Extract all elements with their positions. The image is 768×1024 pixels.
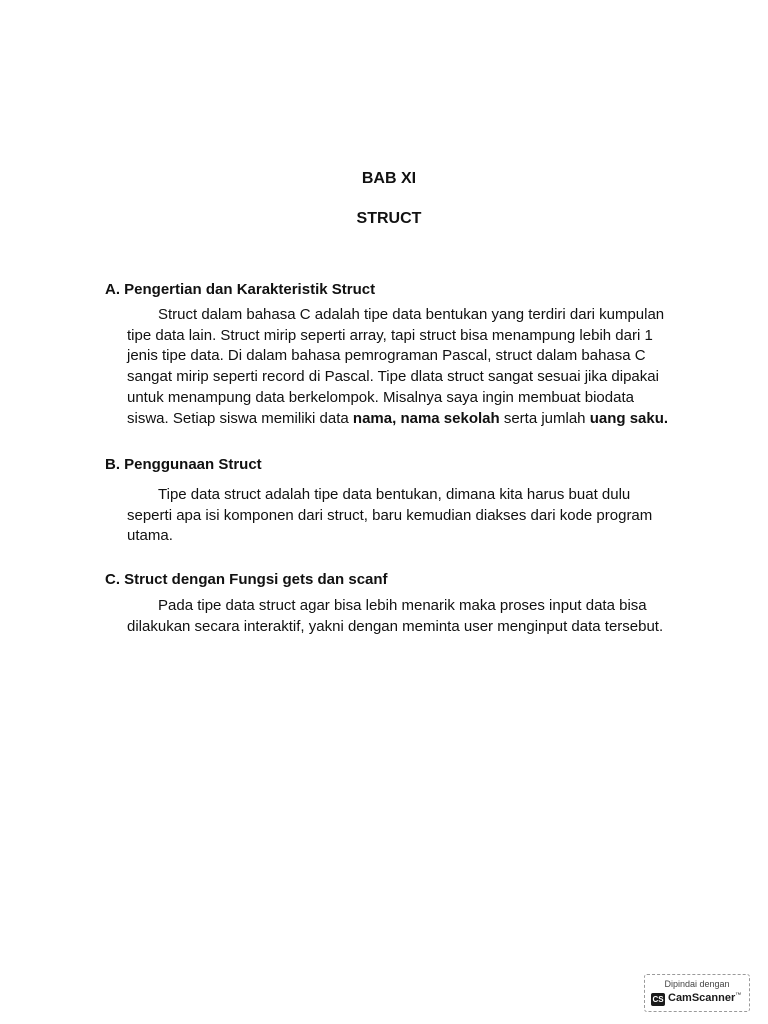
section-c-paragraph xyxy=(127,596,699,637)
camscanner-logo-icon: CS xyxy=(652,995,664,1004)
watermark-brand xyxy=(668,992,741,1004)
paragraph-line: untuk menampung data berkelompok. Misalnya saya ingin membuat biodata xyxy=(127,388,634,406)
paragraph-line: seperti apa isi komponen dari struct, baru kemudian diakses dari kode program xyxy=(127,506,653,524)
chapter-number: BAB XI xyxy=(361,170,417,187)
section-b-paragraph xyxy=(127,485,699,547)
section-heading-c: C. Struct dengan Fungsi gets dan scanf xyxy=(105,571,388,588)
chapter-title: STRUCT xyxy=(356,210,422,227)
section-heading-a: A. Pengertian dan Karakteristik Struct xyxy=(105,281,376,298)
paragraph-line: Struct dalam bahasa C adalah tipe data bentukan yang terdiri dari kumpulan xyxy=(158,306,665,323)
bold-term-nama: nama, nama sekolah xyxy=(352,409,500,427)
paragraph-line: tipe data lain. Struct mirip seperti array, tapi struct bisa menampung lebih dari 1 xyxy=(127,326,653,344)
paragraph-line: Pada tipe data struct agar bisa lebih menarik maka proses input data bisa xyxy=(158,597,647,614)
camscanner-watermark xyxy=(644,974,750,1012)
paragraph-line: utama. xyxy=(127,527,173,545)
paragraph-line-last xyxy=(127,409,699,430)
trademark-symbol: ™ xyxy=(735,992,742,999)
paragraph-line: jenis tipe data. Di dalam bahasa pemrograman Pascal, struct dalam bahasa C xyxy=(127,347,646,365)
section-heading-b: B. Penggunaan Struct xyxy=(105,456,262,473)
bold-term-uang-saku: uang saku. xyxy=(589,409,669,427)
watermark-caption: Dipindai dengan xyxy=(664,979,730,989)
text-segment: siswa. Setiap siswa memiliki data xyxy=(127,409,353,427)
text-segment: serta jumlah xyxy=(499,409,590,427)
paragraph-line: Tipe data struct adalah tipe data bentukan, dimana kita harus buat dulu xyxy=(158,486,631,503)
section-a-paragraph xyxy=(127,305,699,429)
paragraph-line: dilakukan secara interaktif, yakni dengan meminta user menginput data tersebut. xyxy=(127,617,664,635)
paragraph-line: sangat mirip seperti record di Pascal. Tipe dlata struct sangat sesuai jika dipakai xyxy=(127,368,659,386)
watermark-brand-name: CamScanner xyxy=(668,992,736,1004)
